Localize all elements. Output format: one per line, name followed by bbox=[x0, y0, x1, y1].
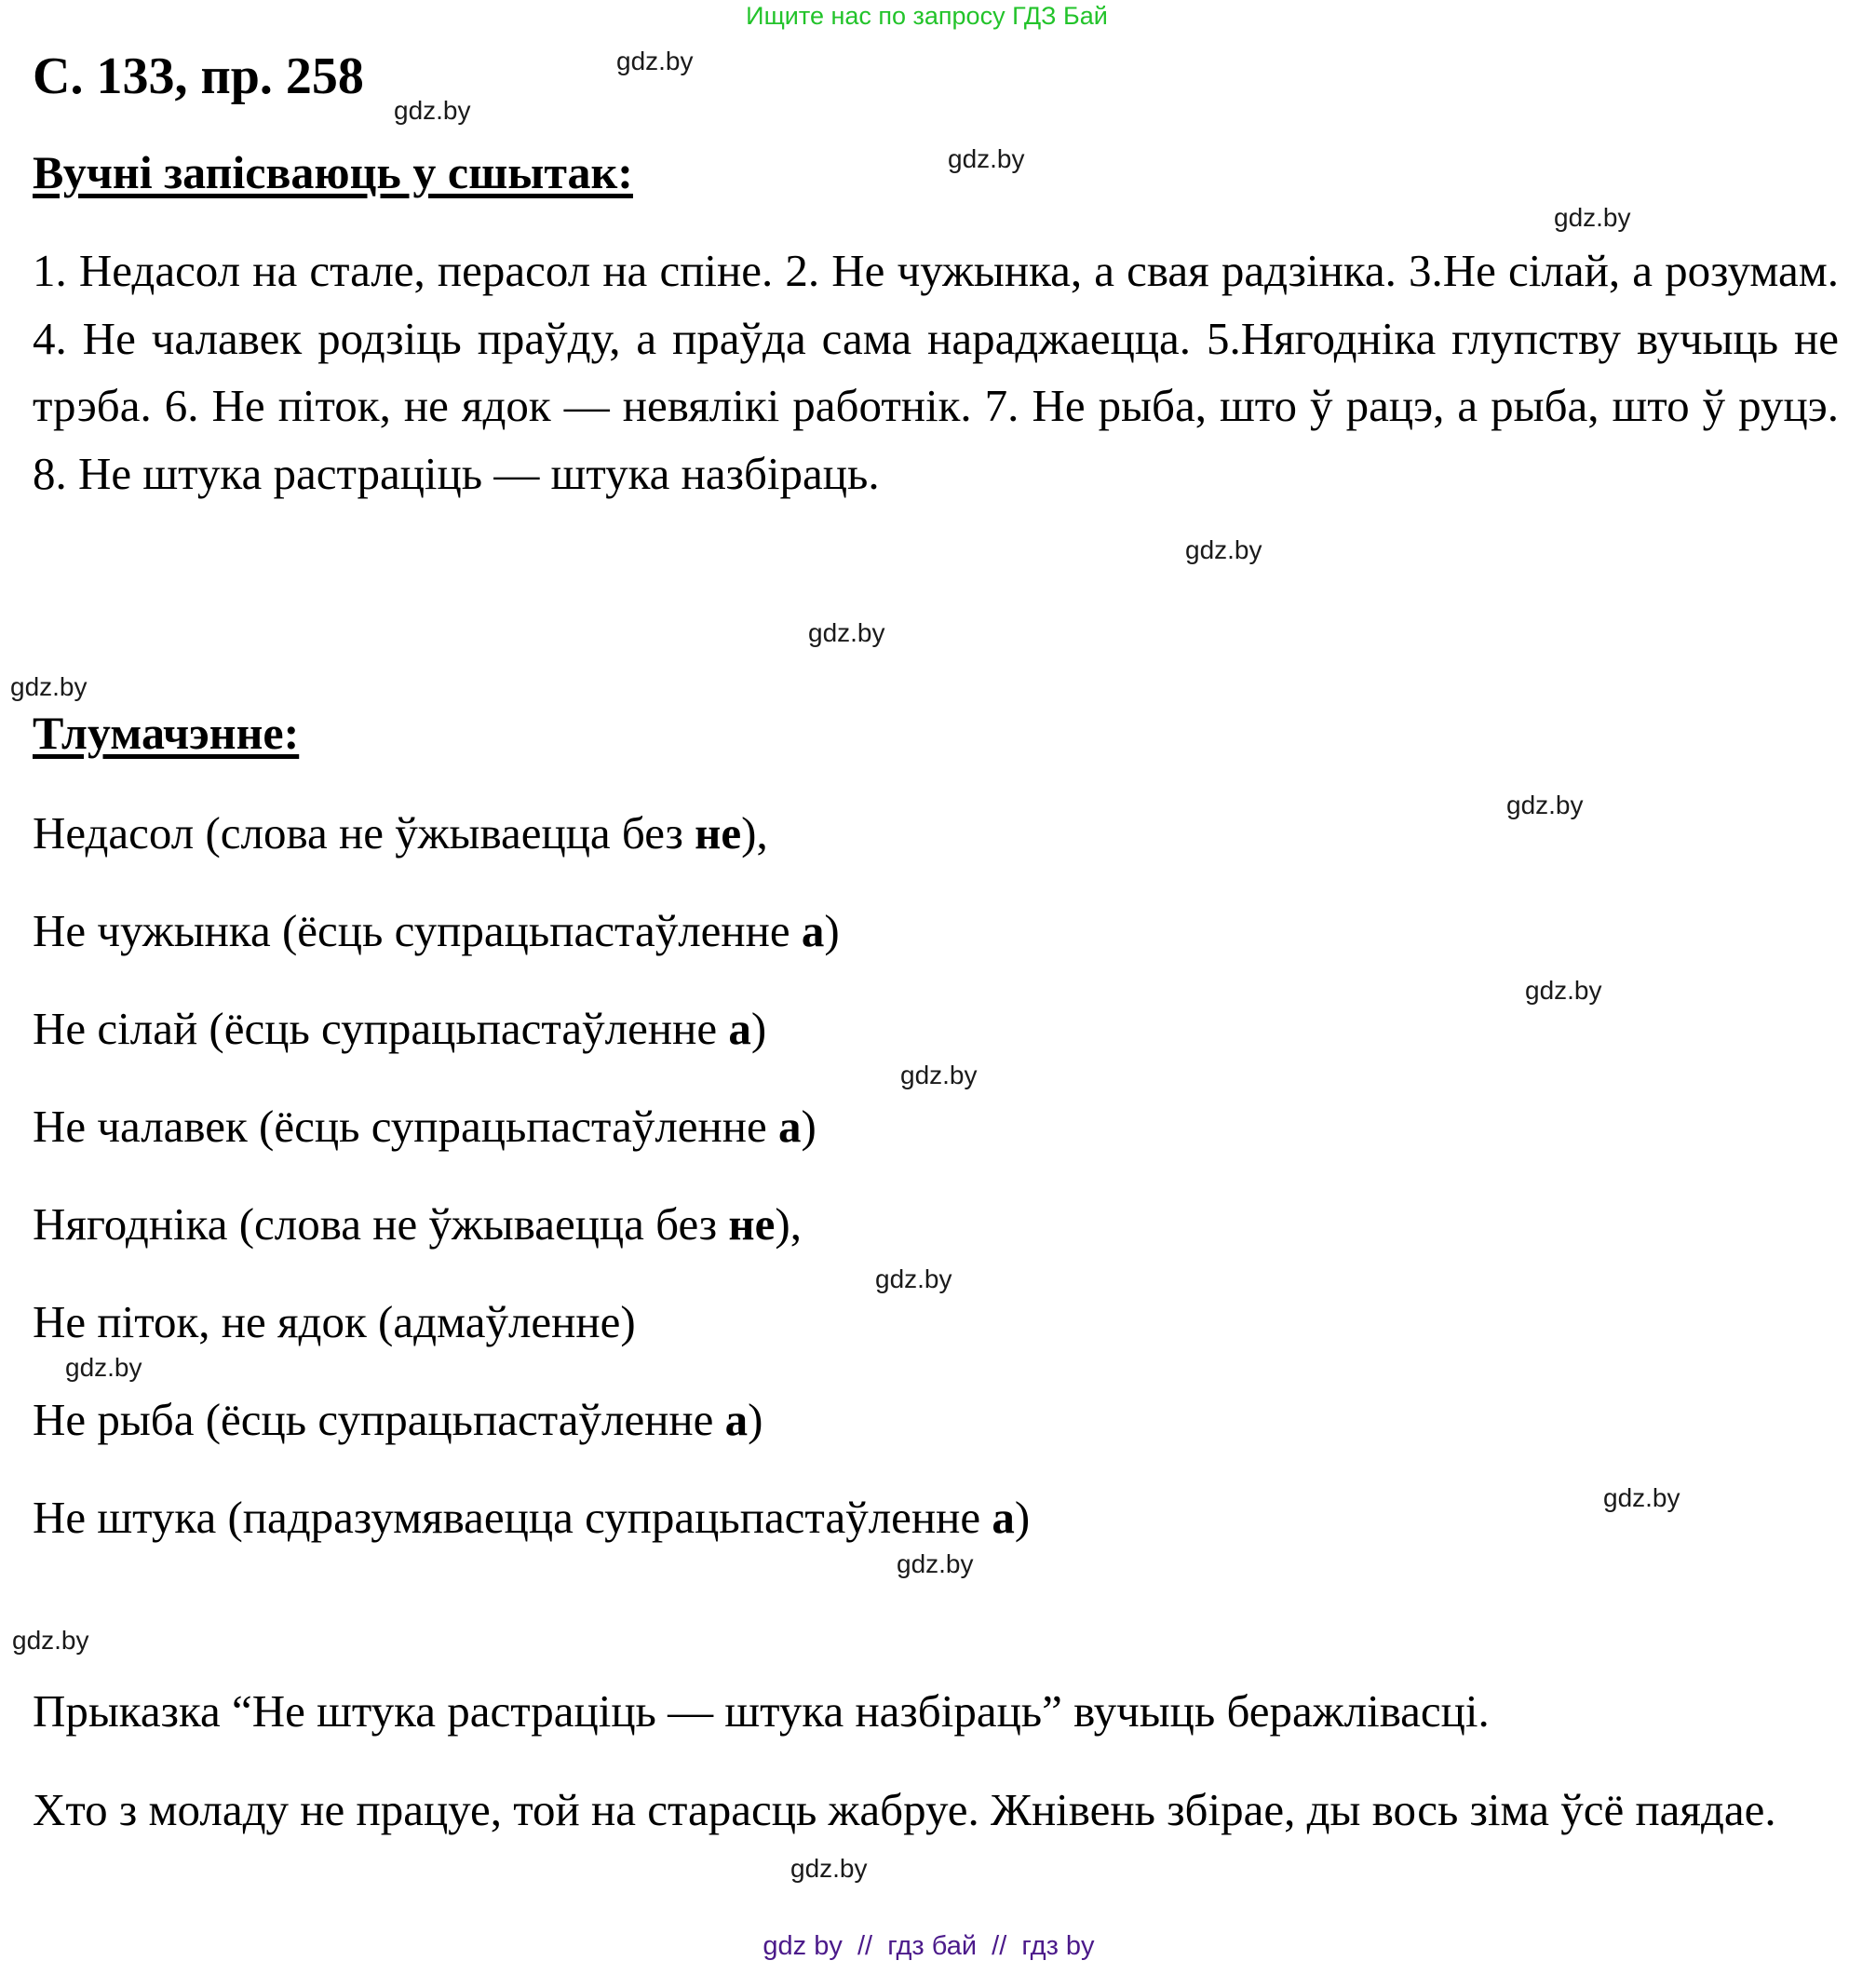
watermark: gdz.by bbox=[394, 96, 471, 125]
top-ad-banner[interactable]: Ищите нас по запросу ГДЗ Бай bbox=[746, 2, 1108, 30]
watermark: gdz.by bbox=[790, 1854, 868, 1883]
watermark: gdz.by bbox=[897, 1549, 974, 1578]
explanation-line: Не чужынка (ёсць супрацьпастаўленне а) bbox=[33, 905, 840, 956]
watermark: gdz.by bbox=[948, 144, 1025, 173]
watermark: gdz.by bbox=[1506, 791, 1584, 819]
watermark: gdz.by bbox=[10, 672, 88, 701]
watermark: gdz.by bbox=[616, 47, 694, 75]
watermark: gdz.by bbox=[65, 1353, 142, 1382]
explanation-line: Не сілай (ёсць супрацьпастаўленне а) bbox=[33, 1003, 767, 1054]
watermark: gdz.by bbox=[1603, 1483, 1680, 1512]
explanation-line: Нягодніка (слова не ўжываецца без не), bbox=[33, 1198, 802, 1250]
proverbs-paragraph: 1. Недасол на стале, перасол на спіне. 2. Не чужынка, а свая радзінка. 3.Не сілай, а розумам. 4. Не чалавек родзіць праўду, а праўда сама нараджаецца. 5.Нягодніка глупству вучыць не трэба. 6. Не піток, не ядок — невялікі работнік. 7. Не рыба, што ў рацэ, а рыба, што ў руцэ. 8. Не штука растраціць — штука назбіраць. bbox=[33, 245, 1839, 499]
page-title: С. 133, пр. 258 bbox=[33, 47, 364, 105]
explanation-line: Недасол (слова не ўжываецца без не), bbox=[33, 807, 768, 859]
section-heading-explanation: Тлумачэнне: bbox=[33, 707, 300, 759]
watermark: gdz.by bbox=[1185, 535, 1262, 564]
watermark: gdz.by bbox=[1525, 976, 1602, 1005]
footer-links[interactable]: gdz by // гдз бай // гдз by bbox=[763, 1931, 1095, 1961]
watermark: gdz.by bbox=[12, 1626, 89, 1655]
watermark: gdz.by bbox=[900, 1061, 978, 1089]
conclusion-paragraph-1: Прыказка “Не штука растраціць — штука назбіраць” вучыць беражлівасці. bbox=[33, 1685, 1490, 1737]
watermark: gdz.by bbox=[1554, 203, 1631, 232]
section-heading-notebook: Вучні запісваюць у сшытак: bbox=[33, 146, 633, 198]
explanation-line: Не піток, не ядок (адмаўленне) bbox=[33, 1296, 636, 1347]
watermark: gdz.by bbox=[875, 1264, 952, 1293]
explanation-line: Не рыба (ёсць супрацьпастаўленне а) bbox=[33, 1394, 763, 1445]
explanation-line: Не штука (падразумяваецца супрацьпастаўленне а) bbox=[33, 1492, 1031, 1543]
explanation-line: Не чалавек (ёсць супрацьпастаўленне а) bbox=[33, 1101, 817, 1152]
watermark: gdz.by bbox=[808, 618, 885, 647]
conclusion-paragraph-2: Хто з моладу не працуе, той на старасць жабруе. Жнівень збірае, ды вось зіма ўсё паядае. bbox=[33, 1784, 1776, 1835]
